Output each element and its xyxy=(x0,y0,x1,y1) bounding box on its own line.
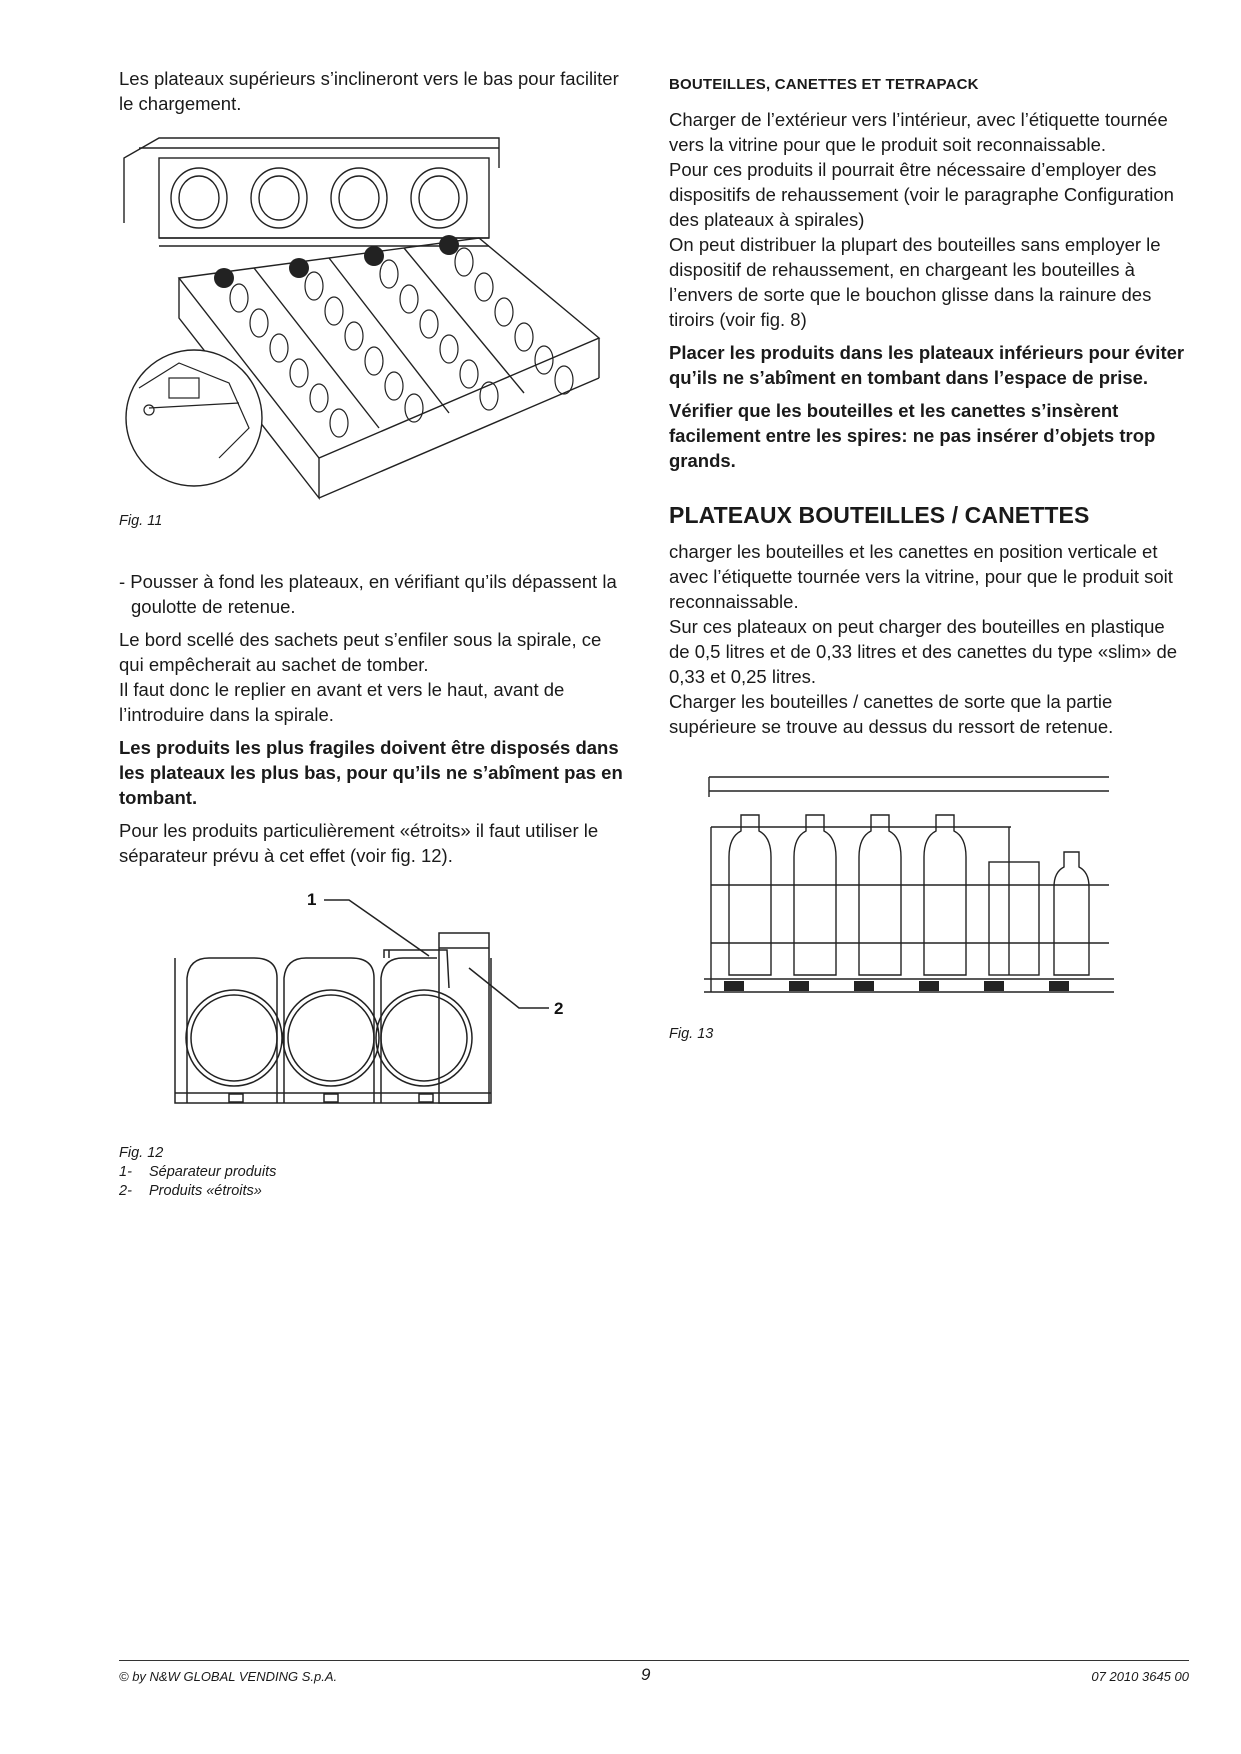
legend-item: 1- Séparateur produits xyxy=(119,1164,277,1180)
bord-paragraph: Le bord scellé des sachets peut s’enfiler sous la spirale, ce qui empêcherait au sachet de tomber. xyxy=(119,629,602,675)
fragile-products-warning: Les produits les plus fragiles doivent être disposés dans les plateaux les plus bas, pour qu’ils ne s’abîment pas en tombant. xyxy=(119,737,623,808)
fig12-label-1: 1 xyxy=(307,890,317,909)
plastique-paragraph: Sur ces plateaux on peut charger des bouteilles en plastique de 0,5 litres et de 0,33 litres et des canettes du type «slim» de 0,33 et 0,25 litres. xyxy=(669,616,1178,687)
push-trays-item: - Pousser à fond les plateaux, en vérifiant qu’ils dépassent la goulotte de retenue. xyxy=(119,571,617,617)
page-number: 9 xyxy=(641,1665,651,1684)
section-heading-plateaux: PLATEAUX BOUTEILLES / CANETTES xyxy=(669,502,1090,528)
page-footer xyxy=(119,1660,1189,1684)
charger-paragraph: Charger de l’extérieur vers l’intérieur, avec l’étiquette tournée vers la vitrine pour que le produit soit reconnaissable. xyxy=(669,109,1168,155)
fig12-caption: Fig. 12 xyxy=(119,1145,164,1161)
fig11-caption: Fig. 11 xyxy=(119,513,163,529)
fig12-legend xyxy=(119,1163,631,1201)
fig11-spiral-trays-illustration xyxy=(119,128,629,508)
document-code: 07 2010 3645 00 xyxy=(1091,1669,1189,1684)
verifier-warning: Vérifier que les bouteilles et les canettes s’insèrent facilement entre les spires: ne pas insérer d’objets trop grands. xyxy=(669,400,1156,471)
etroits-paragraph: Pour les produits particulièrement «étroits» il faut utiliser le séparateur prévu à cet effet (voir fig. 12). xyxy=(119,820,599,866)
replier-paragraph: Il faut donc le replier en avant et vers le haut, avant de l’introduire dans la spirale. xyxy=(119,679,565,725)
verticale-paragraph: charger les bouteilles et les canettes en position verticale et avec l’étiquette tournée vers la vitrine, pour que le produit soit reconnaissable. xyxy=(669,541,1173,612)
fig13-caption: Fig. 13 xyxy=(669,1026,714,1042)
ressort-paragraph: Charger les bouteilles / canettes de sorte que la partie supérieure se trouve au dessus du ressort de retenue. xyxy=(669,691,1114,737)
copyright: © by N&W GLOBAL VENDING S.p.A. xyxy=(119,1669,338,1684)
right-column xyxy=(669,66,1189,1044)
bottles-cans-heading: BOUTEILLES, CANETTES ET TETRAPACK xyxy=(669,76,979,93)
fig12-separator-illustration xyxy=(119,888,629,1138)
left-column xyxy=(119,66,631,1201)
intro-paragraph: Les plateaux supérieurs s’inclineront vers le bas pour faciliter le chargement. xyxy=(119,68,619,114)
distribuer-paragraph: On peut distribuer la plupart des bouteilles sans employer le dispositif de rehaussement, en chargeant les bouteilles à l’envers de sorte que le bouchon glisse dans la rainure des tiroirs (voir fig. 8) xyxy=(669,234,1161,330)
fig13-bottle-trays-illustration xyxy=(669,767,1129,1017)
legend-item: 2- Produits «étroits» xyxy=(119,1183,262,1199)
placer-warning: Placer les produits dans les plateaux inférieurs pour éviter qu’ils ne s’abîment en tombant dans l’espace de prise. xyxy=(669,342,1185,388)
dispositifs-paragraph: Pour ces produits il pourrait être nécessaire d’employer des dispositifs de rehaussement (voir le paragraphe Configuration des plateaux à spirales) xyxy=(669,159,1174,230)
fig12-label-2: 2 xyxy=(554,999,564,1018)
